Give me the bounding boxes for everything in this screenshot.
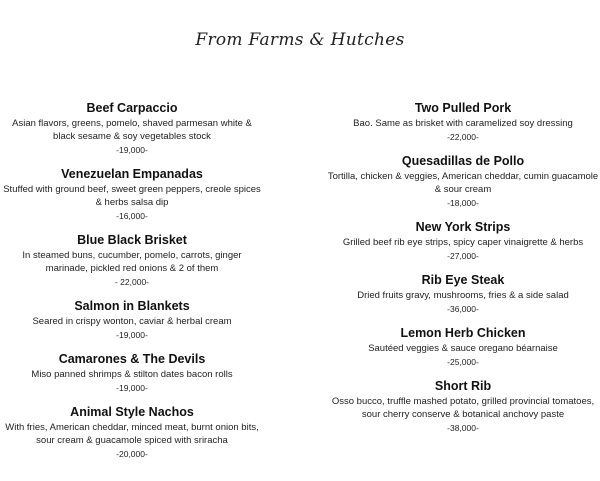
menu-item <box>326 272 600 315</box>
dish-price: -20,000- <box>116 449 148 459</box>
dish-description: Tortilla, chicken & veggies, American cheddar, cumin guacamole & sour cream <box>327 171 599 195</box>
dish-name: Venezuelan Empanadas <box>61 167 203 181</box>
dish-price: -19,000- <box>116 330 148 340</box>
dish-name: Short Rib <box>434 379 492 393</box>
dish-description: Grilled beef rib eye strips, spicy caper vinaigrette & herbs <box>342 237 584 248</box>
menu-item <box>326 378 600 434</box>
menu-column-right <box>326 100 600 444</box>
dish-price: -22,000- <box>447 132 479 142</box>
menu-section-title: From Farms & Hutches <box>195 30 405 50</box>
dish-price: - 22,000- <box>114 277 150 287</box>
dish-description: With fries, American cheddar, minced meat, burnt onion bits, sour cream & guacamole spiced with sriracha <box>5 422 259 446</box>
dish-name: Rib Eye Steak <box>421 273 505 287</box>
menu-item <box>0 298 264 341</box>
menu-item <box>326 219 600 262</box>
menu-item <box>0 166 264 222</box>
dish-name: Lemon Herb Chicken <box>400 326 526 340</box>
dish-description: Miso panned shrimps & stilton dates bacon rolls <box>31 369 233 380</box>
dish-name: Beef Carpaccio <box>86 101 178 115</box>
dish-price: -19,000- <box>116 145 148 155</box>
dish-name: Blue Black Brisket <box>77 233 187 247</box>
dish-price: -36,000- <box>447 304 479 314</box>
dish-price: -25,000- <box>447 357 479 367</box>
dish-description: In steamed buns, cucumber, pomelo, carrots, ginger marinade, pickled red onions & 2 of them <box>22 250 242 274</box>
dish-name: Salmon in Blankets <box>74 299 190 313</box>
menu-item <box>0 100 264 156</box>
dish-description: Osso bucco, truffle mashed potato, grilled provincial tomatoes, sour cherry conserve & botanical anchovy paste <box>331 396 595 420</box>
menu-item <box>0 351 264 394</box>
dish-price: -38,000- <box>447 423 479 433</box>
dish-description: Asian flavors, greens, pomelo, shaved parmesan white & black sesame & soy vegetables stock <box>12 118 252 142</box>
dish-price: -18,000- <box>447 198 479 208</box>
dish-description: Bao. Same as brisket with caramelized soy dressing <box>353 118 573 129</box>
dish-name: New York Strips <box>415 220 511 234</box>
dish-description: Stuffed with ground beef, sweet green peppers, creole spices & herbs salsa dip <box>3 184 261 208</box>
menu-item <box>326 153 600 209</box>
dish-description: Sautéed veggies & sauce oregano béarnaise <box>368 343 558 354</box>
dish-price: -27,000- <box>447 251 479 261</box>
dish-price: -19,000- <box>116 383 148 393</box>
menu-item <box>0 404 264 460</box>
dish-name: Quesadillas de Pollo <box>401 154 525 168</box>
dish-price: -16,000- <box>116 211 148 221</box>
dish-name: Animal Style Nachos <box>70 405 194 419</box>
menu-item <box>0 232 264 288</box>
dish-name: Two Pulled Pork <box>414 101 512 115</box>
dish-name: Camarones & The Devils <box>58 352 206 366</box>
menu-item <box>326 325 600 368</box>
menu-item <box>326 100 600 143</box>
dish-description: Dried fruits gravy, mushrooms, fries & a side salad <box>357 290 569 301</box>
dish-description: Seared in crispy wonton, caviar & herbal cream <box>32 316 232 327</box>
menu-column-left <box>0 100 264 470</box>
